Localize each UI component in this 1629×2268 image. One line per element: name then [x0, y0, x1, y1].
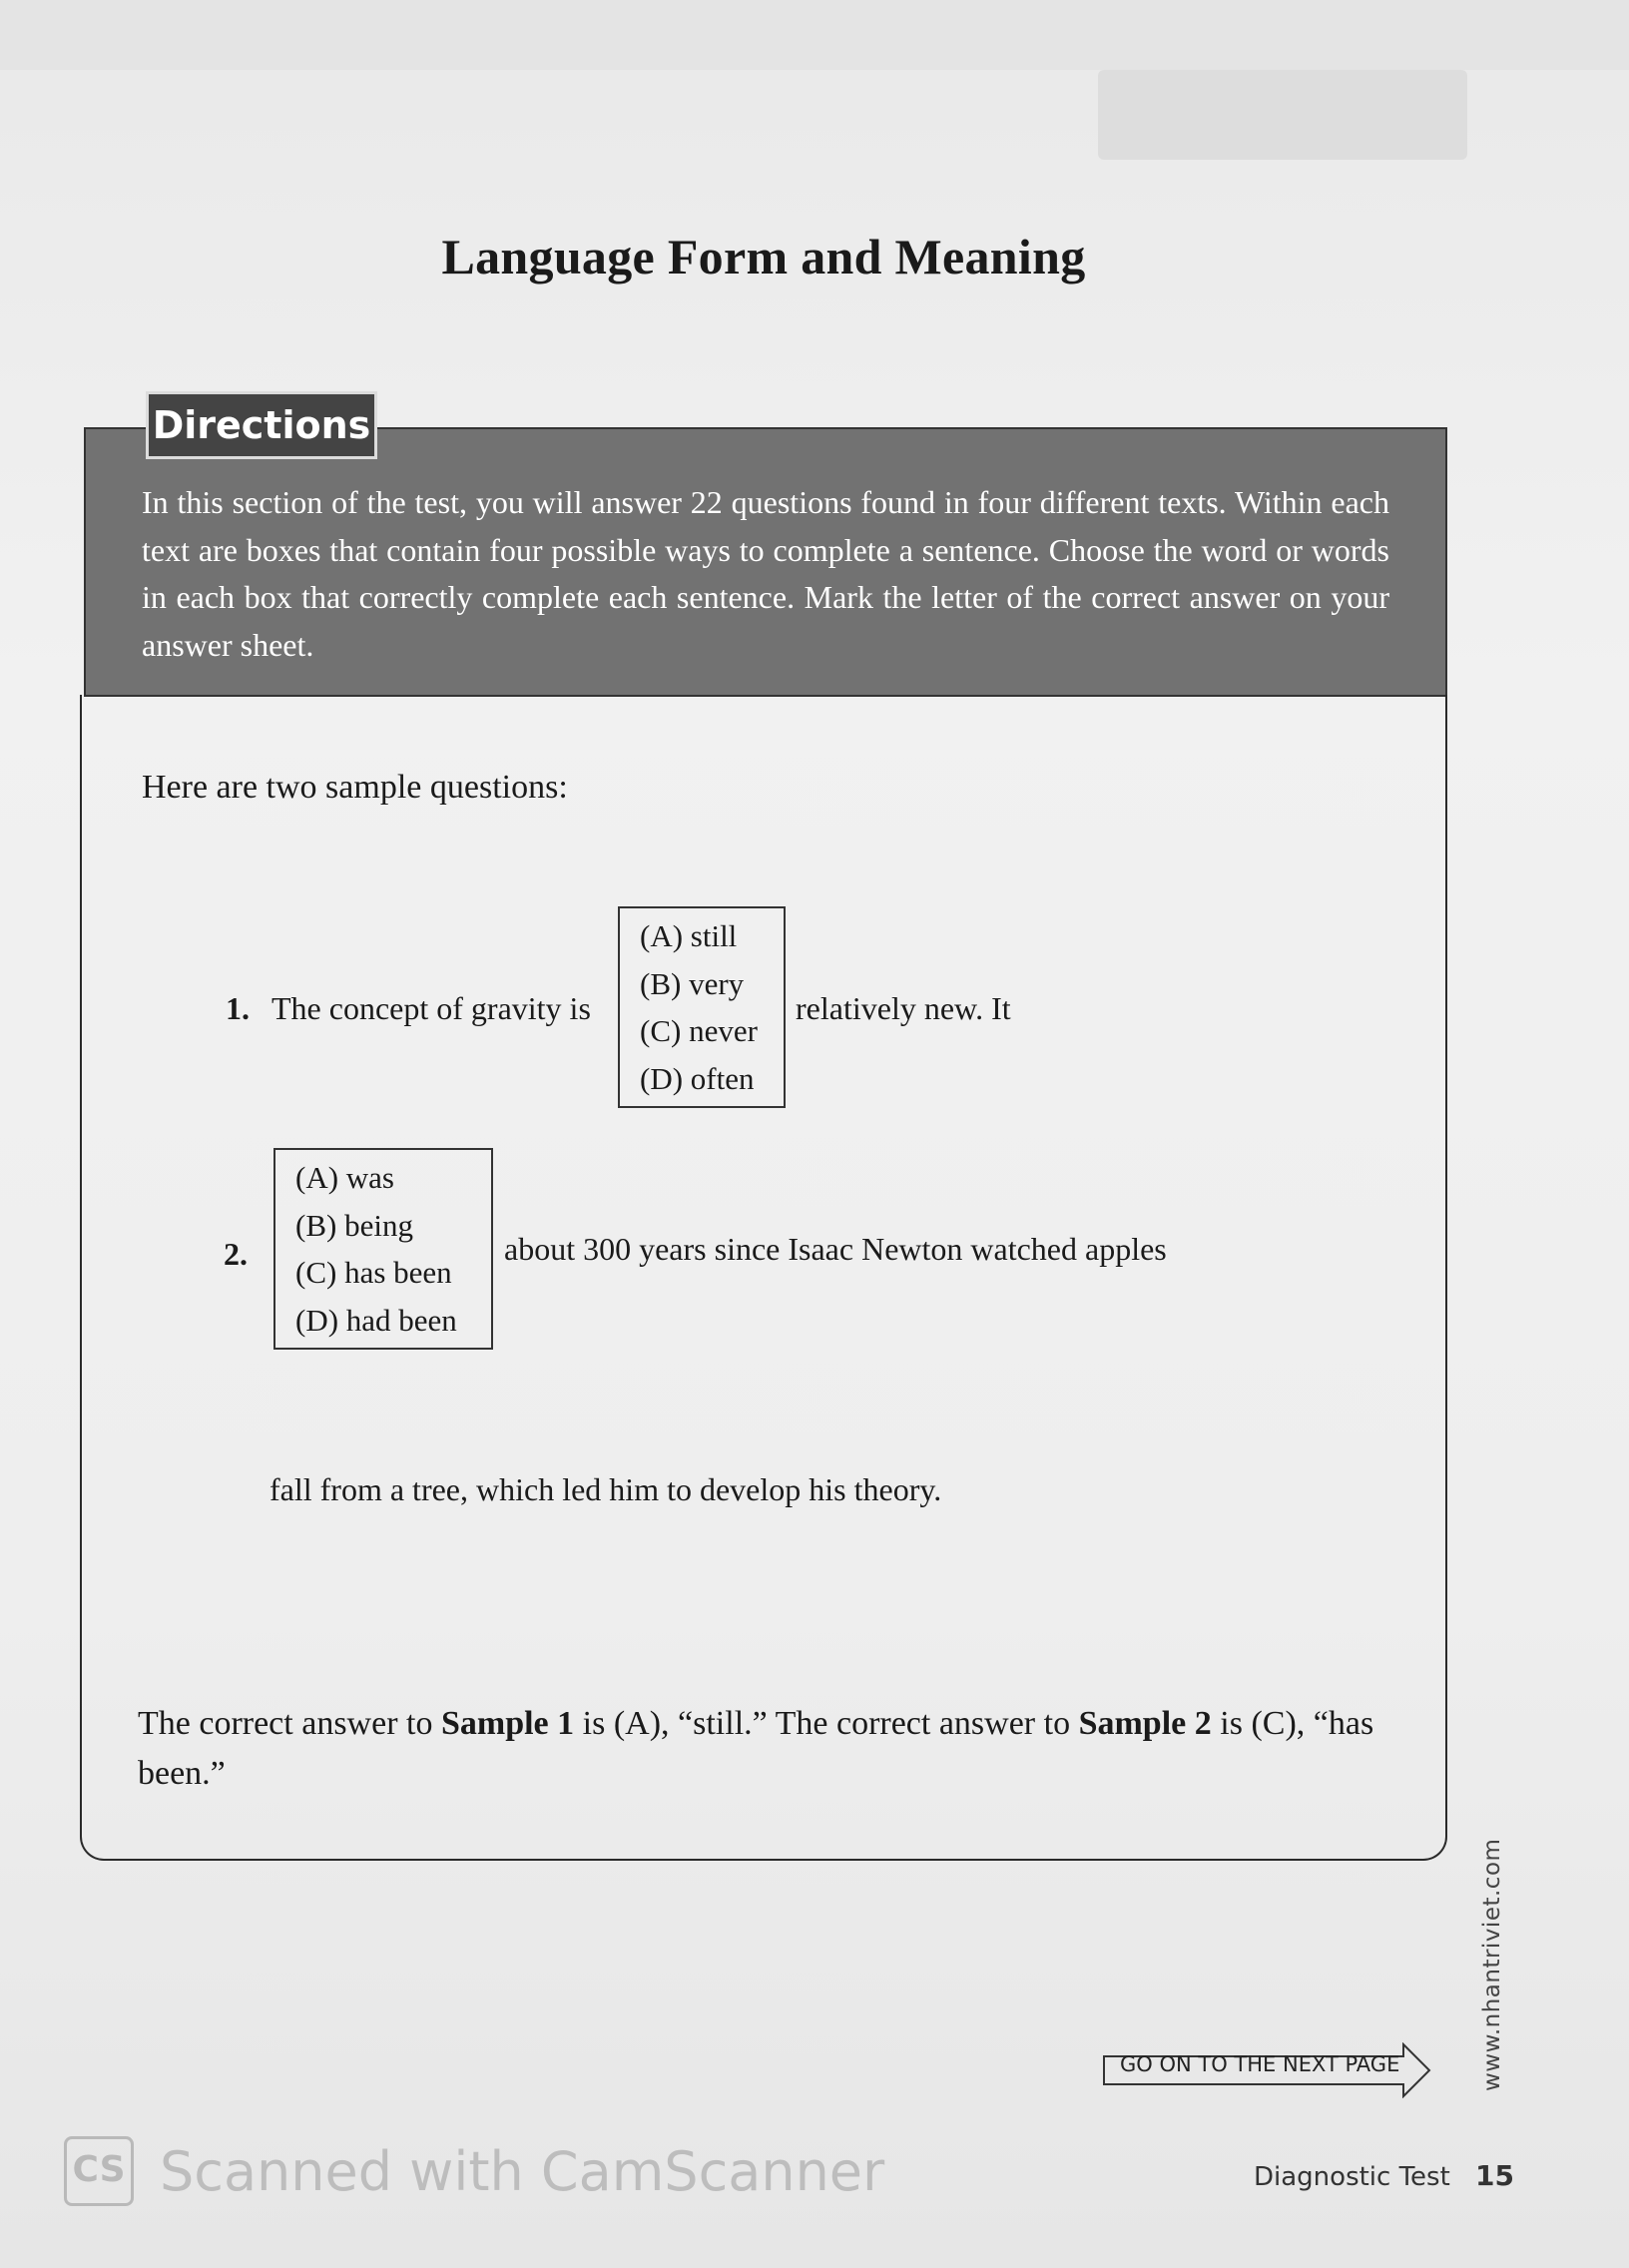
next-page-label: GO ON TO THE NEXT PAGE — [1120, 2052, 1400, 2076]
page-title: Language Form and Meaning — [441, 229, 1086, 284]
camscanner-watermark: Scanned with CamScanner — [160, 2140, 885, 2203]
footer-label: Diagnostic Test — [1254, 2162, 1450, 2192]
question-1-text-after: relatively new. It — [796, 990, 1011, 1026]
camscanner-logo-icon: CS — [64, 2136, 134, 2206]
bleed-through-tab — [1098, 70, 1467, 160]
next-page-indicator — [1102, 2042, 1431, 2098]
question-1-choice-d[interactable]: (D) often — [640, 1060, 755, 1096]
answer-text-1: The correct answer to — [138, 1705, 441, 1742]
answer-sample-2-label: Sample 2 — [1078, 1705, 1212, 1742]
site-url: www.nhantriviet.com — [1479, 1838, 1505, 2091]
question-2-number: 2. — [224, 1236, 248, 1272]
question-1-choices — [618, 906, 786, 1108]
question-1-choice-a[interactable]: (A) still — [640, 918, 738, 953]
question-2-continuation: fall from a tree, which led him to develop his theory. — [270, 1471, 942, 1507]
question-2-choice-d[interactable]: (D) had been — [295, 1302, 457, 1338]
question-1-number: 1. — [226, 990, 250, 1026]
answer-text-2: is (A), “still.” The correct answer to — [574, 1705, 1079, 1742]
page-number: 15 — [1475, 2159, 1514, 2192]
question-2-choices — [273, 1148, 493, 1350]
question-2-choice-b[interactable]: (B) being — [295, 1207, 413, 1243]
sample-answers — [138, 1699, 1395, 1799]
answer-sample-1-label: Sample 1 — [440, 1705, 575, 1742]
directions-text: In this section of the test, you will answer 22 questions found in four different texts. Within each text are boxes that contain four possible ways to complete a sentence. Choose the word or words in each box that correctly complete each sentence. Mark the letter of the correct answer on your answer sheet. — [142, 484, 1389, 663]
top-band — [0, 0, 1629, 70]
question-2-choice-c[interactable]: (C) has been — [295, 1255, 452, 1290]
question-1-choice-c[interactable]: (C) never — [640, 1013, 758, 1048]
directions-heading: Directions — [146, 391, 377, 459]
samples-intro: Here are two sample questions: — [142, 769, 568, 806]
question-1-choice-b[interactable]: (B) very — [640, 965, 745, 1001]
question-2-text-after: about 300 years since Isaac Newton watched apples — [504, 1231, 1167, 1267]
answer-text-3: is (C), “has been.” — [138, 1705, 1374, 1792]
question-2-choice-a[interactable]: (A) was — [295, 1160, 394, 1195]
question-1-text-before: The concept of gravity is — [272, 990, 591, 1026]
